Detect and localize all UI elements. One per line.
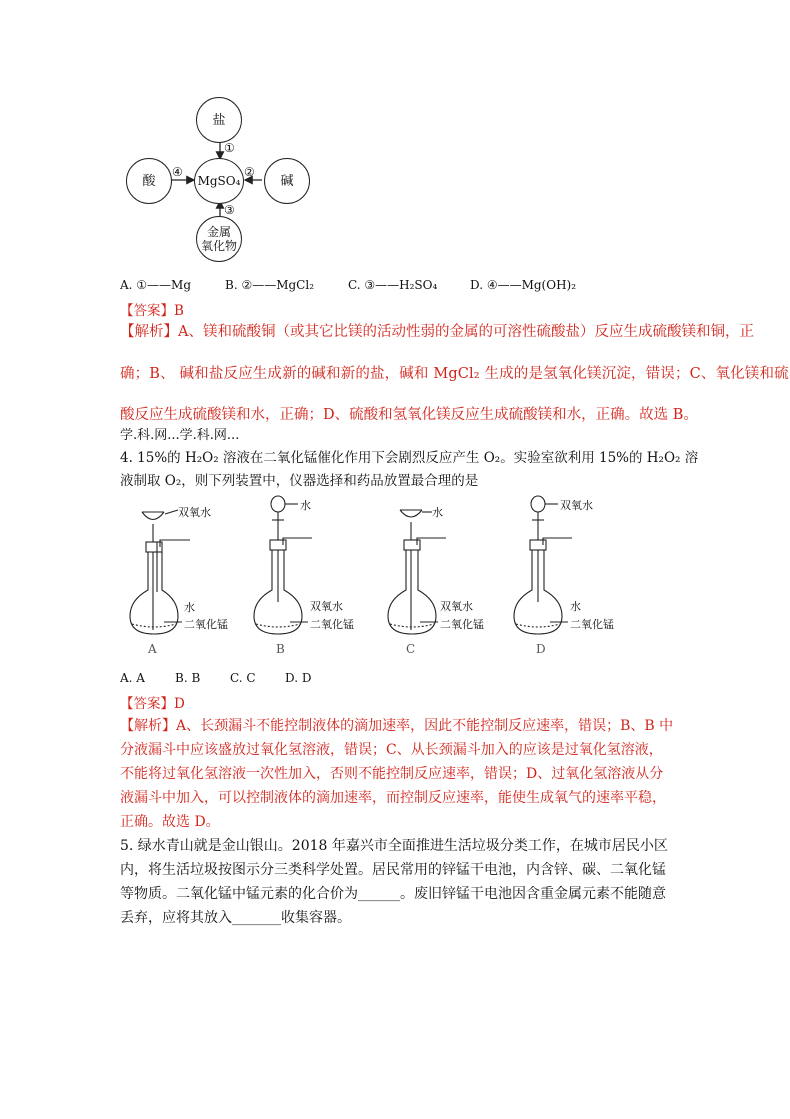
q4-analysis-line4: 液漏斗中加入，可以控制液体的滴加速率，而控制反应速率，能使生成氧气的速率平稳， [120,790,666,806]
apparatus-d-top: 双氧水 [560,499,593,512]
q4-analysis-label: 【解析】 [120,718,176,734]
node-salt: 盐 [196,97,242,143]
q4-option-b: B. B [175,671,201,685]
q3-option-c: C. ③——H₂SO₄ [348,278,438,292]
q3-option-d: D. ④——Mg(OH)₂ [470,278,577,292]
q3-option-a: A. ①——Mg [120,278,192,292]
apparatus-a-mid: 水 [184,601,195,614]
reaction-diagram [120,95,320,265]
q5-line4: 丢弃，应将其放入_______收集容器。 [120,910,351,926]
apparatus-a-top: 双氧水 [178,506,211,519]
apparatus-d [514,496,572,634]
q4-analysis-line3: 不能将过氧化氢溶液一次性加入，否则不能控制反应速率，错误；D、过氧化氢溶液从分 [120,766,664,782]
q4-analysis-line1: 【解析】A、长颈漏斗不能控制液体的滴加速率，因此不能控制反应速率，错误；B、B 中 [120,718,674,734]
apparatus-b-bottom: 二氧化锰 [310,618,354,631]
apparatus-figure [120,492,640,664]
q4-analysis-line2: 分液漏斗中应该盛放过氧化氢溶液，错误；C、从长颈漏斗加入的应该是过氧化氢溶液， [120,742,663,758]
apparatus-d-mid: 水 [570,600,581,613]
apparatus-c-letter: C [406,642,416,656]
apparatus-b-letter: B [276,642,285,656]
q4-option-d: D. D [285,671,312,685]
q3-analysis-line3: 酸反应生成硫酸镁和水，正确；D、硫酸和氢氧化镁反应生成硫酸镁和水，正确。故选 B。 [120,407,698,423]
apparatus-a-bottom: 二氧化锰 [184,618,228,631]
q3-analysis-label: 【解析】 [120,324,178,340]
apparatus-b [254,496,312,634]
apparatus-c-top: 水 [432,506,443,519]
apparatus-c [388,510,446,634]
q4-stem-line2: 液制取 O₂，则下列装置中，仪器选择和药品放置最合理的是 [120,473,479,489]
node-metal-oxide [196,216,242,262]
label-4: ④ [172,165,183,179]
apparatus-b-mid: 双氧水 [310,600,343,613]
q4-answer [120,692,185,712]
label-1: ① [224,141,235,155]
q4-answer-label: 【答案】 [120,696,174,712]
q3-answer-value: B [174,303,184,319]
q3-analysis-line1: 【解析】A、镁和硫酸铜（或其它比镁的活动性弱的金属的可溶性硫酸盐）反应生成硫酸镁和铜，正 [120,324,754,340]
label-3: ③ [224,203,235,217]
q5-line2: 内，将生活垃圾按图示分三类科学处置。居民常用的锌锰干电池，内含锌、碳、二氧化锰 [120,862,666,878]
apparatus-c-mid: 双氧水 [440,600,473,613]
apparatus-d-bottom: 二氧化锰 [570,618,614,631]
q4-answer-value: D [174,696,185,712]
apparatus-a [130,510,190,634]
apparatus-a-letter: A [148,642,157,656]
node-metal-oxide-line2: 氧化物 [200,239,237,253]
q4-option-a: A. A [120,671,145,685]
q5-line1: 5. 绿水青山就是金山银山。2018 年嘉兴市全面推进生活垃圾分类工作，在城市居民小区 [120,838,668,854]
q3-analysis-line2: 确；B、 碱和盐反应生成新的碱和新的盐，碱和 MgCl₂ 生成的是氢氧化镁沉淀，错误；C、氧化镁和硫 [120,366,789,382]
node-metal-oxide-line1: 金属 [206,225,231,239]
label-2: ② [244,165,255,179]
q5-line3: 等物质。二氧化锰中锰元素的化合价为______。废旧锌锰干电池因含重金属元素不能随意 [120,886,666,902]
watermark-text: 学.科.网...学.科.网... [120,428,240,443]
q3-answer [120,299,184,319]
q4-stem-line1: 4. 15%的 H₂O₂ 溶液在二氧化锰催化作用下会剧烈反应产生 O₂。实验室欲利用 15%的 H₂O₂ 溶 [120,450,699,466]
apparatus-d-letter: D [536,642,546,656]
apparatus-c-bottom: 二氧化锰 [440,618,484,631]
q3-option-b: B. ②——MgCl₂ [225,278,315,292]
q4-option-c: C. C [230,671,256,685]
node-acid: 酸 [126,158,172,204]
q4-analysis-line5: 正确。故选 D。 [120,814,220,830]
apparatus-b-top: 水 [300,499,311,512]
node-base: 碱 [264,158,310,204]
q3-answer-label: 【答案】 [120,303,174,319]
node-mgso4: MgSO₄ [194,158,244,204]
